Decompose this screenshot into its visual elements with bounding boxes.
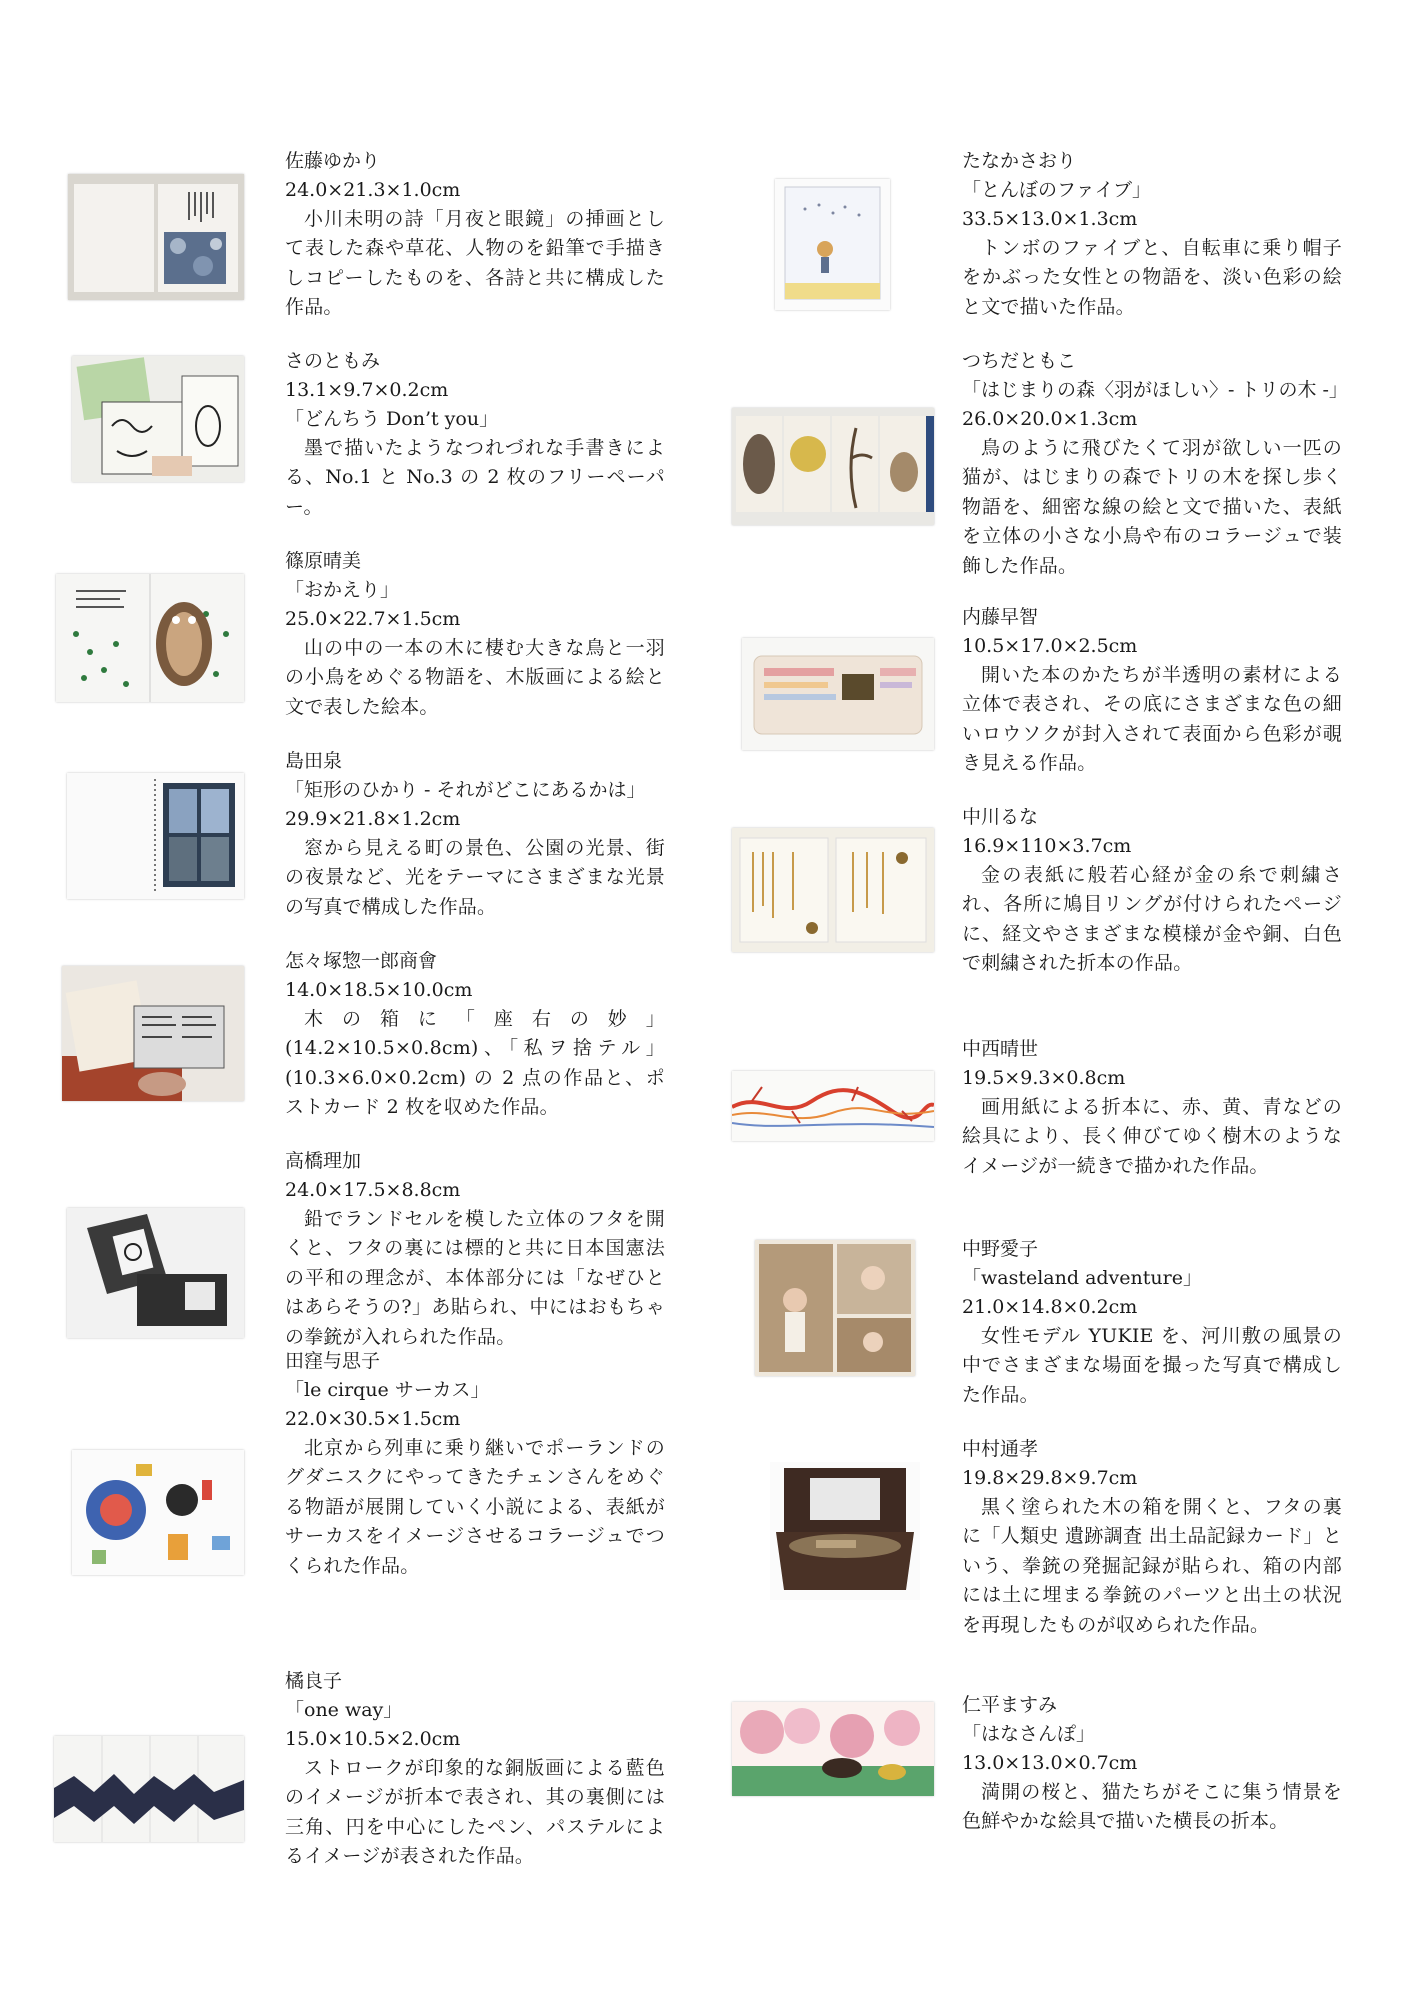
entry-nakanishi-haruyo — [962, 1035, 1342, 1181]
artwork-photo-sano-tomomi — [72, 356, 244, 482]
artwork-description: 画用紙による折本に、赤、黄、青などの絵具により、長く伸びてゆく樹木のようなイメージが一続きで描かれた作品。 — [962, 1096, 1342, 1177]
artwork-description: 北京から列車に乗り継いでポーランドのグダニスクにやってきたチェンさんをめぐる物語が展開していく小説による、表紙がサーカスをイメージさせるコラージュでつくられた作品。 — [285, 1437, 665, 1577]
entry-shimada-izumi — [285, 747, 665, 922]
artwork-description: 女性モデル YUKIE を、河川敷の風景の中でさまざまな場面を撮った写真で構成した作品。 — [962, 1325, 1342, 1406]
entry-shinohara-harumi — [285, 547, 665, 722]
artwork-photo-sato-yukari — [68, 174, 244, 300]
artwork-photo-takahashi-rika — [67, 1208, 244, 1338]
artist-name: 中村通孝 — [962, 1438, 1039, 1460]
entry-sano-tomomi — [285, 347, 665, 522]
artwork-description: 木の箱に「座右の妙」(14.2×10.5×0.8cm)、「私ヲ捨テル」(10.3×6.0×0.2cm) の 2 点の作品と、ポストカード 2 枚を収めた作品。 — [285, 1008, 665, 1119]
artwork-size: 13.1×9.7×0.2cm — [285, 379, 449, 401]
artwork-photo-nakano-aiko — [755, 1240, 915, 1376]
artwork-title: 「とんぼのファイブ」 — [962, 179, 1152, 201]
artwork-description: ストロークが印象的な銅版画による藍色のイメージが折本で表され、其の裏側には三角、円を中心にしたペン、パステルによるイメージが表された作品。 — [285, 1757, 665, 1868]
artwork-photo-shimada-izumi — [67, 773, 244, 899]
artist-name: 怎々塚惣一郎商會 — [285, 950, 438, 972]
artist-name: 島田泉 — [285, 750, 343, 772]
artwork-photo-nihira-masumi — [732, 1702, 934, 1796]
artwork-description: 金の表紙に般若心経が金の糸で刺繍され、各所に鳩目リングが付けられたページに、経文やさまざまな模様が金や銅、白色で刺繍された折本の作品。 — [962, 864, 1342, 975]
entry-zenzentsuka — [285, 947, 665, 1123]
artwork-description: トンボのファイブと、自転車に乗り帽子をかぶった女性との物語を、淡い色彩の絵と文で描いた作品。 — [962, 237, 1342, 318]
artwork-size: 22.0×30.5×1.5cm — [285, 1408, 461, 1430]
artwork-size: 24.0×21.3×1.0cm — [285, 179, 461, 201]
artwork-title: 「wasteland adventure」 — [962, 1267, 1202, 1289]
entry-tanaka-saori — [962, 147, 1342, 322]
artwork-description: 小川未明の詩「月夜と眼鏡」の挿画として表した森や草花、人物のを鉛筆で手描きしコピーしたものを、各詩と共に構成した作品。 — [285, 208, 665, 319]
artwork-title: 「矩形のひかり - それがどこにあるかは」 — [285, 779, 646, 801]
artwork-size: 33.5×13.0×1.3cm — [962, 208, 1138, 230]
artwork-photo-tachibana-yoshiko — [54, 1736, 244, 1842]
artwork-size: 15.0×10.5×2.0cm — [285, 1728, 461, 1750]
artwork-description: 開いた本のかたちが半透明の素材による立体で表され、その底にさまざまな色の細いロウソクが封入されて表面から色彩が覗き見える作品。 — [962, 664, 1342, 775]
artwork-size: 21.0×14.8×0.2cm — [962, 1296, 1138, 1318]
entry-sato-yukari — [285, 147, 665, 323]
entry-nihira-masumi — [962, 1691, 1342, 1837]
artwork-size: 16.9×110×3.7cm — [962, 835, 1132, 857]
artist-name: 中西晴世 — [962, 1038, 1039, 1060]
artwork-photo-tsuchida-tomoko — [732, 408, 934, 525]
artwork-title: 「one way」 — [285, 1699, 403, 1721]
artwork-size: 19.5×9.3×0.8cm — [962, 1067, 1126, 1089]
artwork-size: 25.0×22.7×1.5cm — [285, 608, 461, 630]
artist-name: さのともみ — [285, 350, 381, 372]
artwork-title: 「はなさんぽ」 — [962, 1723, 1096, 1745]
artwork-photo-zenzentsuka — [62, 966, 244, 1101]
artwork-photo-tanaka-saori — [775, 179, 890, 310]
artist-name: 仁平ますみ — [962, 1694, 1058, 1716]
artwork-description: 山の中の一本の木に棲む大きな鳥と一羽の小鳥をめぐる物語を、木版画による絵と文で表した絵本。 — [285, 637, 665, 718]
artwork-photo-takubo-yoshiko — [72, 1450, 244, 1575]
artwork-description: 墨で描いたようなつれづれな手書きによる、No.1 と No.3 の 2 枚のフリーペーパー。 — [285, 437, 665, 518]
artist-name: 田窪与思子 — [285, 1350, 381, 1372]
artwork-size: 29.9×21.8×1.2cm — [285, 808, 461, 830]
entry-takubo-yoshiko — [285, 1347, 665, 1581]
entry-tsuchida-tomoko — [962, 347, 1348, 581]
artwork-title: 「どんちう Don’t you」 — [285, 408, 499, 430]
artwork-title: 「おかえり」 — [285, 579, 400, 601]
artist-name: 中川るな — [962, 806, 1039, 828]
artwork-size: 14.0×18.5×10.0cm — [285, 979, 473, 1001]
artwork-photo-nakanishi-haruyo — [732, 1071, 934, 1141]
artwork-title: 「le cirque サーカス」 — [285, 1379, 490, 1401]
artist-name: 内藤早智 — [962, 606, 1039, 628]
artwork-photo-naito-sachi — [742, 638, 934, 750]
entry-nakano-aiko — [962, 1235, 1342, 1410]
entry-nakagawa-runa — [962, 803, 1342, 979]
artwork-description: 満開の桜と、猫たちがそこに集う情景を色鮮やかな絵具で描いた横長の折本。 — [962, 1781, 1342, 1833]
artist-name: たなかさおり — [962, 150, 1077, 172]
artwork-photo-nakagawa-runa — [732, 828, 934, 952]
artist-name: 佐藤ゆかり — [285, 150, 381, 172]
entry-tachibana-yoshiko — [285, 1667, 665, 1872]
artwork-description: 鉛でランドセルを模した立体のフタを開くと、フタの裏には標的と共に日本国憲法の平和の理念が、本体部分には「なぜひとはあらそうの?」あ貼られ、中にはおもちゃの拳銃が入れられた作品。 — [285, 1208, 665, 1348]
artist-name: 篠原晴美 — [285, 550, 362, 572]
artwork-description: 黒く塗られた木の箱を開くと、フタの裏に「人類史 遺跡調査 出土品記録カード」という、拳銃の発掘記録が貼られ、箱の内部には土に埋まる拳銃のパーツと出土の状況を再現したものが収められた作品。 — [962, 1496, 1342, 1636]
artwork-title: 「はじまりの森〈羽がほしい〉- トリの木 -」 — [962, 379, 1348, 401]
artist-name: 橘良子 — [285, 1670, 343, 1692]
artwork-size: 10.5×17.0×2.5cm — [962, 635, 1138, 657]
artist-name: つちだともこ — [962, 350, 1077, 372]
artwork-photo-nakamura-michitaka — [770, 1462, 920, 1600]
entry-nakamura-michitaka — [962, 1435, 1342, 1640]
artwork-description: 窓から見える町の景色、公園の光景、街の夜景など、光をテーマにさまざまな光景の写真で構成した作品。 — [285, 837, 665, 918]
artist-name: 高橋理加 — [285, 1150, 362, 1172]
artwork-size: 19.8×29.8×9.7cm — [962, 1467, 1138, 1489]
artwork-description: 鳥のように飛びたくて羽が欲しい一匹の猫が、はじまりの森でトリの木を探し歩く物語を、細密な線の絵と文で描いた、表紙を立体の小さな小鳥や布のコラージュで装飾した作品。 — [962, 437, 1342, 577]
entry-takahashi-rika — [285, 1147, 665, 1352]
artwork-size: 24.0×17.5×8.8cm — [285, 1179, 461, 1201]
artwork-size: 26.0×20.0×1.3cm — [962, 408, 1138, 430]
entry-naito-sachi — [962, 603, 1342, 779]
artist-name: 中野愛子 — [962, 1238, 1039, 1260]
artwork-photo-shinohara-harumi — [56, 574, 244, 702]
artwork-size: 13.0×13.0×0.7cm — [962, 1752, 1138, 1774]
